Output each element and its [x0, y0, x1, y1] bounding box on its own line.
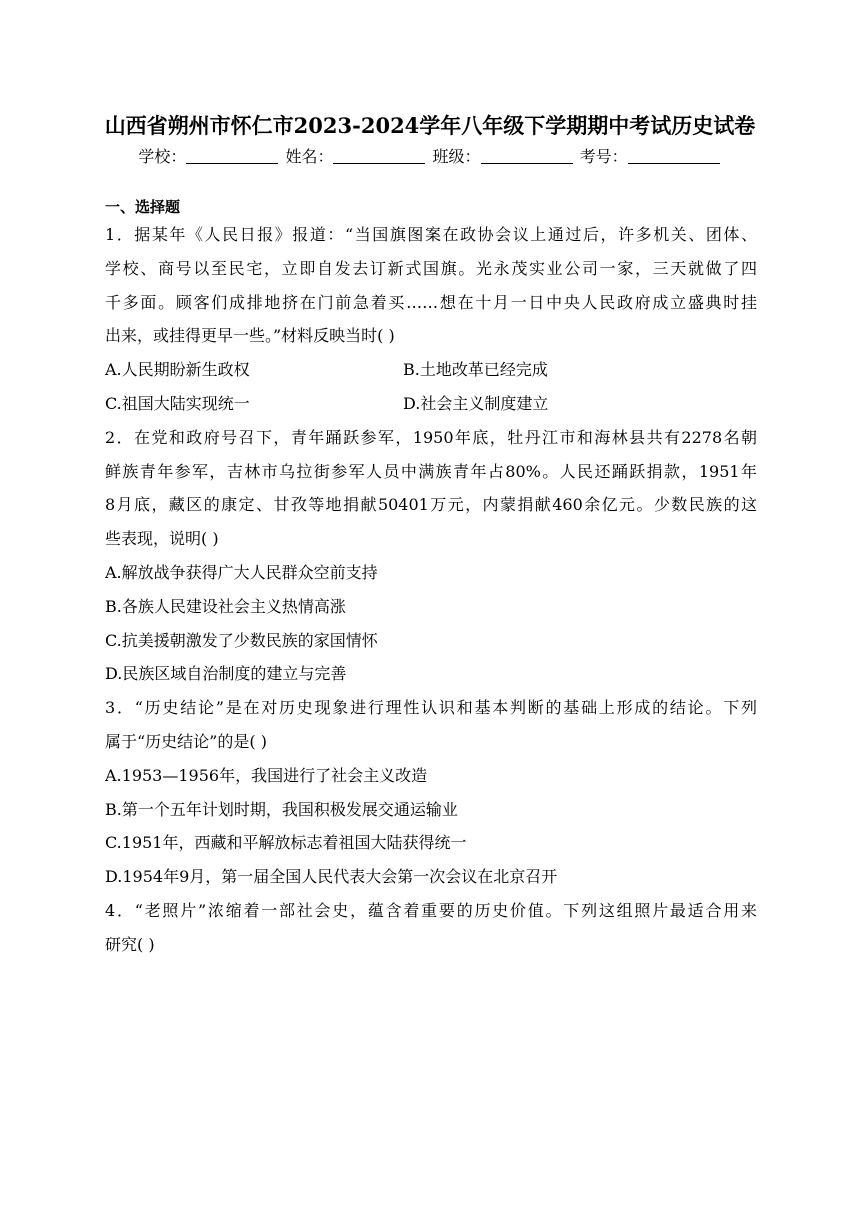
option-d: D.民族区域自治制度的建立与完善: [105, 664, 347, 684]
option-a: A.解放战争获得广大人民群众空前支持: [105, 562, 378, 582]
name-label: 姓名：: [285, 147, 334, 166]
question-stem-line: 出来，或挂得更早一些。”材料反映当时( ): [105, 326, 395, 346]
question-3: [105, 691, 757, 894]
question-stem-line: 1．据某年《人民日报》报道：“当国旗图案在政协会议上通过后，许多机关、团体、: [105, 225, 757, 244]
class-label: 班级：: [432, 147, 481, 166]
option-row: [105, 353, 757, 387]
question-stem-line: 学校、商号以至民宅，立即自发去订新式国旗。光永茂实业公司一家，三天就做了四: [105, 258, 757, 278]
question-2: [105, 421, 757, 691]
option-c: C.1951年，西藏和平解放标志着祖国大陆获得统一: [105, 833, 467, 853]
option-row: [105, 387, 757, 421]
question-stem-line: 些表现，说明( ): [105, 529, 219, 549]
option-d: D.社会主义制度建立: [403, 393, 549, 413]
question-stem-line: 4．“老照片”浓缩着一部社会史，蕴含着重要的历史价值。下列这组照片最适合用来: [105, 900, 757, 920]
option-a: A.1953—1956年，我国进行了社会主义改造: [105, 765, 428, 785]
question-stem-line: 3．“历史结论”是在对历史现象进行理性认识和基本判断的基础上形成的结论。下列: [105, 698, 757, 718]
option-b: B.第一个五年计划时期，我国积极发展交通运输业: [105, 799, 458, 819]
question-list: [105, 218, 757, 962]
section-heading: 一、选择题: [105, 198, 181, 216]
option-a: A.人民期盼新生政权: [105, 360, 250, 380]
question-4: [105, 894, 757, 962]
option-b: B.各族人民建设社会主义热情高涨: [105, 596, 346, 616]
exam-number-blank: [628, 147, 720, 164]
question-stem-line: 2．在党和政府号召下，青年踊跃参军，1950年底，牡丹江市和海林县共有2278名朝: [105, 427, 757, 447]
school-label: 学校：: [138, 147, 187, 166]
school-blank: [186, 147, 278, 164]
question-stem-line: 鲜族青年参军，吉林市乌拉街参军人员中满族青年占80%。人民还踊跃捐款，1951年: [105, 461, 757, 481]
question-stem-line: 研究( ): [105, 934, 155, 954]
question-1: [105, 218, 757, 421]
page-title: 山西省朔州市怀仁市2023-2024学年八年级下学期期中考试历史试卷: [104, 113, 756, 138]
option-c: C.祖国大陆实现统一: [105, 393, 250, 413]
class-blank: [481, 147, 573, 164]
student-info-line: [0, 145, 860, 169]
question-stem-line: 8月底，藏区的康定、甘孜等地捐献50401万元，内蒙捐献460余亿元。少数民族的这: [105, 495, 757, 515]
option-b: B.土地改革已经完成: [403, 360, 548, 380]
question-stem-line: 属于“历史结论”的是( ): [105, 731, 267, 751]
question-stem-line: 千多面。顾客们成排地挤在门前急着买……想在十月一日中央人民政府成立盛典时挂: [105, 292, 757, 312]
option-c: C.抗美援朝激发了少数民族的家国情怀: [105, 630, 378, 650]
name-blank: [333, 147, 425, 164]
option-d: D.1954年9月，第一届全国人民代表大会第一次会议在北京召开: [105, 867, 558, 887]
exam-number-label: 考号：: [579, 147, 628, 166]
